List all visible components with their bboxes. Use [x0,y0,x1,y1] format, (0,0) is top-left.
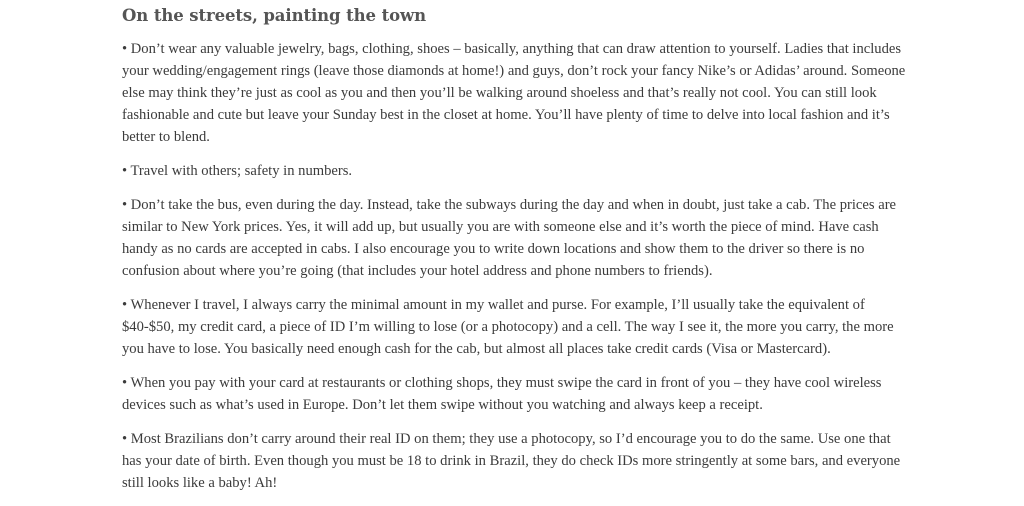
tip-paragraph-transport: • Don’t take the bus, even during the day. Instead, take the subways during the day and when in doubt, just take a cab. The prices are similar to New York prices. Yes, it will add up, but usually you are with someone else and it’s worth the piece of mind. Have cash handy as no cards are accepted in cabs. I also encourage you to write down locations and show them to the driver so there is no confusion about where you’re going (that includes your hotel address and phone numbers to friends). [122,197,897,279]
tip-paragraph-travel-with-others: • Travel with others; safety in numbers. [122,163,353,179]
tip-paragraph-id: • Most Brazilians don’t carry around their real ID on them; they use a photocopy, so I’d encourage you to do the same. Use one that has your date of birth. Even though you must be 18 to drink in Brazil, they do check IDs more stringently at some bars, and everyone still looks like a baby! Ah! [122,431,901,491]
tip-paragraph-wallet: • Whenever I travel, I always carry the minimal amount in my wallet and purse. For example, I’ll usually take the equivalent of $40-$50, my credit card, a piece of ID I’m willing to lose (or a photocopy) and a cell. The way I see it, the more you carry, the more you have to lose. You basically need enough cash for the cab, but almost all places take credit cards (Visa or Mastercard). [122,297,894,357]
article-body [122,6,912,506]
tip-paragraph-jewelry: • Don’t wear any valuable jewelry, bags, clothing, shoes – basically, anything that can draw attention to yourself. Ladies that includes your wedding/engagement rings (leave those diamonds at home!) and guys, don’t rock your fancy Nike’s or Adidas’ around. Someone else may think they’re just as cool as you and then you’ll be walking around shoeless and that’s really not cool. You can still look fashionable and cute but leave your Sunday best in the closet at home. You’ll have plenty of time to delve into local fashion and it’s better to blend. [122,41,906,145]
section-heading: On the streets, painting the town [122,6,427,25]
tip-paragraph-card-payment: • When you pay with your card at restaurants or clothing shops, they must swipe the card in front of you – they have cool wireless devices such as what’s used in Europe. Don’t let them swipe without you watching and always keep a receipt. [122,375,882,413]
